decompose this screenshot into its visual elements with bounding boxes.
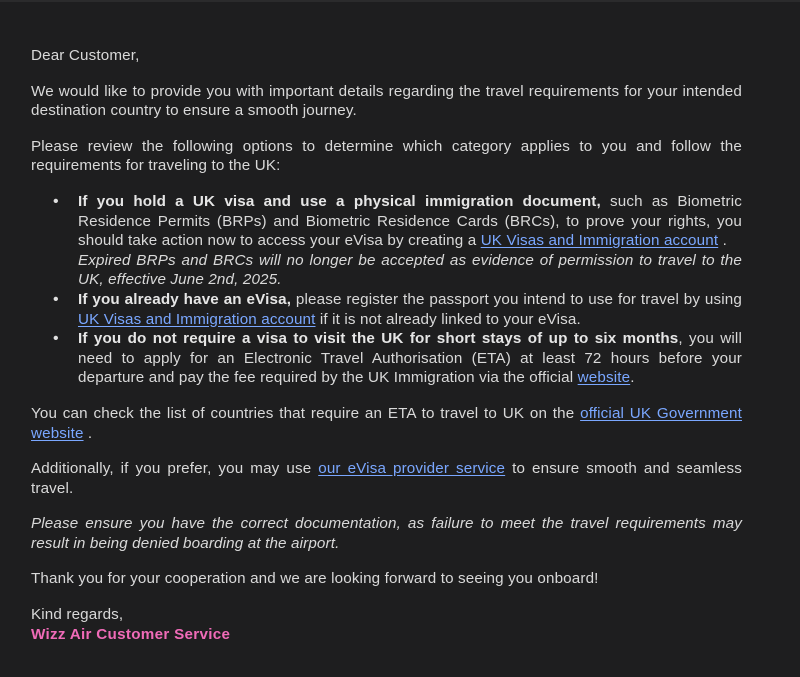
bullet-icon: • <box>53 330 59 348</box>
list-item-text: if it is not already linked to your eVisa. <box>315 310 581 328</box>
list-item-text: , you will need to apply for an Electronic Travel Authorisation (ETA) at least 72 hours before your departure and pay the fee required by the UK Immigration via the official <box>78 330 742 387</box>
list-item-bold: If you do not require a visa to visit the UK for short stays of up to six months <box>78 330 679 348</box>
list-item-eta <box>53 329 742 388</box>
list-item-text: . <box>630 369 635 387</box>
list-item-evisa <box>53 290 742 329</box>
top-divider <box>0 0 800 2</box>
thanks-paragraph: Thank you for your cooperation and we are looking forward to seeing you onboard! <box>31 570 599 588</box>
eta-paragraph <box>31 404 742 443</box>
eta-text-end: . <box>83 424 93 442</box>
expiry-note: Expired BRPs and BRCs will no longer be accepted as evidence of permission to travel to the UK, effective June 2nd, 2025. <box>78 251 742 289</box>
bullet-icon: • <box>53 290 59 308</box>
requirements-list <box>31 192 742 388</box>
provider-text: Additionally, if you prefer, you may use <box>31 460 319 478</box>
list-item-text: such as Biometric Residence Permits (BRPs) and Biometric Residence Cards (BRCs), to prove your rights, you should take action now to access your eVisa by creating a <box>78 192 742 250</box>
email-body <box>31 46 742 644</box>
list-item-bold: If you hold a UK visa and use a physical immigration document, <box>78 192 601 210</box>
review-paragraph: Please review the following options to determine which category applies to you and follow the requirements for traveling to the UK: <box>31 137 742 175</box>
official-website-link[interactable]: website <box>577 369 631 387</box>
provider-text-end: to ensure smooth and seamless travel. <box>31 460 742 497</box>
greeting: Dear Customer, <box>31 47 140 64</box>
ukvi-account-link[interactable]: UK Visas and Immigration account <box>480 232 719 250</box>
list-item-physical-document <box>53 192 742 290</box>
intro-paragraph: We would like to provide you with important details regarding the travel requirements for your intended destination country to ensure a smooth journey. <box>31 82 742 120</box>
ukvi-account-link[interactable]: UK Visas and Immigration account <box>78 310 316 328</box>
warning-paragraph: Please ensure you have the correct documentation, as failure to meet the travel requirements may result in being denied boarding at the airport. <box>31 515 742 552</box>
signature: Wizz Air Customer Service <box>31 625 231 643</box>
list-item-text: . <box>718 232 727 250</box>
evisa-provider-link[interactable]: our eVisa provider service <box>318 460 506 478</box>
list-item-text: please register the passport you intend to use for travel by using <box>291 290 742 308</box>
provider-paragraph <box>31 459 742 498</box>
closing: Kind regards, <box>31 606 124 624</box>
government-website-link[interactable]: official UK Government website <box>31 404 742 442</box>
list-item-bold: If you already have an eVisa, <box>78 290 292 308</box>
eta-text: You can check the list of countries that require an ETA to travel to UK on the <box>31 404 581 422</box>
bullet-icon: • <box>53 192 59 210</box>
